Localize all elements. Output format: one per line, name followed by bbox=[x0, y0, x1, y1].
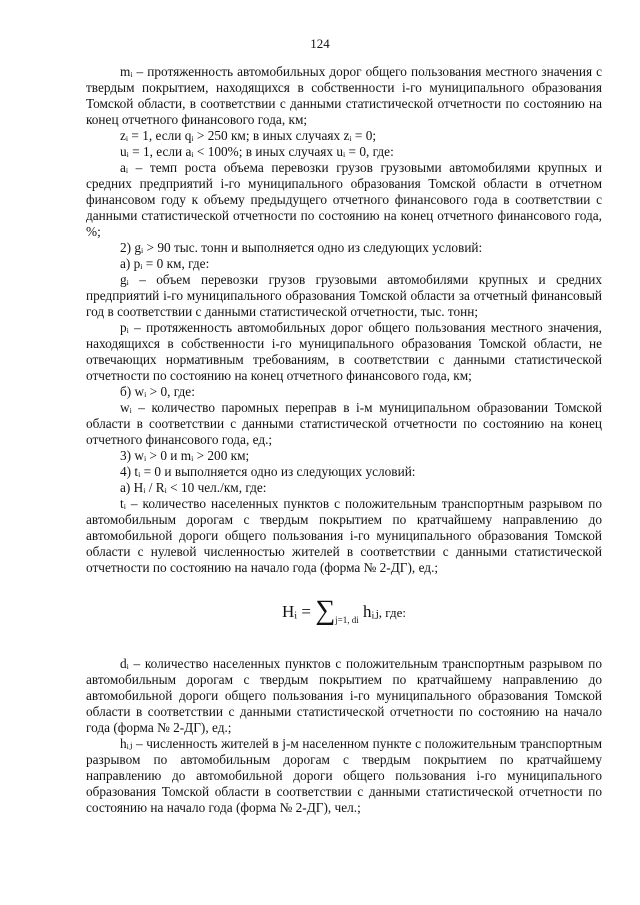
page-number: 124 bbox=[310, 36, 330, 51]
paragraph-condition-2a: а) pᵢ = 0 км, где: bbox=[120, 256, 210, 271]
paragraph-z-condition: zᵢ = 1, если qᵢ > 250 км; в иных случаях zᵢ = 0; bbox=[120, 128, 377, 143]
paragraph-condition-4a: а) Hᵢ / Rᵢ < 10 чел./км, где: bbox=[120, 480, 267, 495]
formula-h-sum bbox=[86, 592, 602, 632]
paragraph-condition-2: 2) gᵢ > 90 тыс. тонн и выполняется одно из следующих условий: bbox=[120, 240, 483, 255]
formula-tail: , где: bbox=[378, 605, 406, 620]
document-body bbox=[86, 64, 602, 816]
paragraph-u-condition: uᵢ = 1, если aᵢ < 100%; в иных случаях uᵢ = 0, где: bbox=[120, 144, 394, 159]
paragraph-condition-3: 3) wᵢ > 0 и mᵢ > 200 км; bbox=[120, 448, 250, 463]
formula-subscript: j=1, di bbox=[335, 615, 359, 625]
paragraph-p-definition: pᵢ – протяженность автомобильных дорог общего пользования местного значения, находящихся в собственности i-го муниципального образования Томской области, не отвечающих нормативным требованиям, в соответствии с данными статистической отчетности по состоянию на конец отчетного финансового года, км; bbox=[86, 320, 602, 383]
paragraph-h-definition: hᵢⱼ – численность жителей в j-м населенном пункте с положительным транспортным разрывом по автомобильным дорогам с твердым покрытием по кратчайшему направлению до автомобильной дороги общего пользования i-го муниципального образования Томской области в соответствии с данными статистической отчетности по состоянию на начало года (форма № 2-ДГ), чел.; bbox=[86, 736, 602, 815]
paragraph-d-definition: dᵢ – количество населенных пунктов с положительным транспортным разрывом по автомобильным дорогам с твердым покрытием по кратчайшему направлению до автомобильной дороги общего пользования i-го муниципального образования Томской области в соответствии с данными статистической отчетности по состоянию на начало года (форма № 2-ДГ), ед.; bbox=[86, 656, 602, 735]
paragraph-condition-2b: б) wᵢ > 0, где: bbox=[120, 384, 195, 399]
formula-term: hᵢⱼ bbox=[362, 602, 379, 621]
paragraph-w-definition: wᵢ – количество паромных переправ в i-м муниципальном образовании Томской области в соответствии с данными статистической отчетности по состоянию на конец отчетного финансового года, ед.; bbox=[86, 400, 602, 447]
paragraph-t-definition: tᵢ – количество населенных пунктов с положительным транспортным разрывом по автомобильным дорогам с твердым покрытием по кратчайшему направлению до автомобильной дороги общего пользования i-го муниципального образования Томской области с нулевой численностью жителей в соответствии с данными статистической отчетности по состоянию на начало года (форма № 2-ДГ), ед.; bbox=[86, 496, 602, 575]
paragraph-g-definition: gᵢ – объем перевозки грузов грузовыми автомобилями крупных и средних предприятий i-го муниципального образования Томской области за отчетный финансовый год в соответствии с данными статистической отчетности, тыс. тонн; bbox=[86, 272, 602, 319]
formula-lhs: Hᵢ = bbox=[282, 602, 311, 621]
paragraph-m-definition: mᵢ – протяженность автомобильных дорог общего пользования местного значения с твердым покрытием, находящихся в собственности i-го муниципального образования Томской области, в соответствии с данными статистической отчетности по состоянию на конец отчетного финансового года, км; bbox=[86, 64, 602, 127]
paragraph-condition-4: 4) tᵢ = 0 и выполняется одно из следующих условий: bbox=[120, 464, 416, 479]
paragraph-a-definition: aᵢ – темп роста объема перевозки грузов грузовыми автомобилями крупных и средних предприятий i-го муниципального образования Томской области в отчетном финансовом году к объему предыдущего отчетного финансового года в соответствии с данными статистической отчетности по состоянию на конец отчетного финансового года, %; bbox=[86, 160, 602, 239]
formula-sigma: ∑ bbox=[315, 595, 336, 627]
